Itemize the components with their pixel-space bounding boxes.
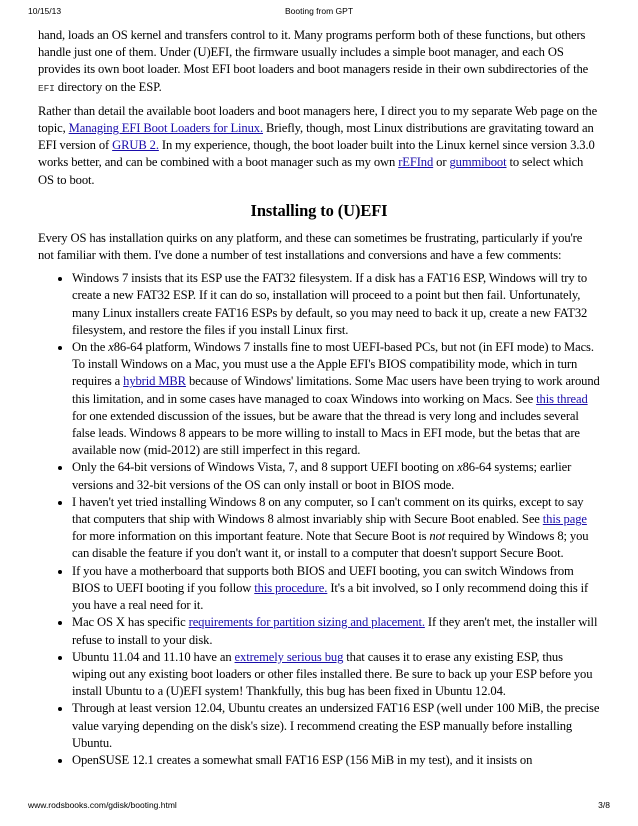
print-header (0, 6, 638, 20)
link-partition-requirements[interactable]: requirements for partition sizing and placement. (188, 615, 425, 630)
link-managing-efi-boot-loaders[interactable]: Managing EFI Boot Loaders for Linux. (68, 121, 263, 136)
list-item: • OpenSUSE 12.1 creates a somewhat small FAT16 ESP (156 MiB in my test), and it insists on (72, 752, 600, 769)
paragraph-boot-loaders: hand, loads an OS kernel and transfers control to it. Many programs perform both of these functions, but others handle just one of them. Under (U)EFI, the firmware usually includes a simple boot manager, and each OS provides its own boot loader. Most EFI boot loaders and boot managers reside in their own subdirectories of the EFI directory on the ESP. (38, 28, 589, 94)
page-number: 3/8 (598, 800, 610, 810)
article-body (38, 27, 600, 769)
efi-directory-code: EFI (38, 82, 55, 94)
list-item: • On the x86-64 platform, Windows 7 installs fine to most UEFI-based PCs, but not (in EFI mode) to Macs. To install Windows on a Mac, you must use a the Apple EFI's BIOS compatibility mode, which in turn requires a hybrid MBR because of Windows' limitations. Some Mac users have been trying to work around this limitation, and in some cases have managed to coax Windows into working on Macs. See this thread for one extended discussion of the issues, but be aware that the thread is very long and includes several false leads. Windows 8 appears to be more willing to install to Macs in EFI mode, but the betas that are available now (mid-2012) are still imperfect in this regard. (72, 339, 600, 459)
list-item: • Only the 64-bit versions of Windows Vista, 7, and 8 support UEFI booting on x86-64 systems; earlier versions and 32-bit versions of the OS can only install or boot in BIOS mode. (72, 459, 600, 493)
quirks-list (38, 270, 600, 769)
link-gummiboot[interactable]: gummiboot (449, 155, 507, 170)
print-footer (0, 800, 638, 814)
print-page-title: Booting from GPT (284, 6, 354, 16)
list-item: • Mac OS X has specific requirements for partition sizing and placement. If they aren't met, the installer will refuse to install to your disk. (72, 614, 600, 648)
link-extremely-serious-bug[interactable]: extremely serious bug (234, 649, 344, 664)
list-item: • I haven't yet tried installing Windows 8 on any computer, so I can't comment on its quirks, except to say that computers that ship with Windows 8 almost invariably ship with Secure Boot enabled. See this page for more information on this important feature. Note that Secure Boot is not required by Windows 8; you can disable the feature if you don't want it, or install to a computer that doesn't support Secure Boot. (72, 494, 600, 563)
link-grub2[interactable]: GRUB 2. (112, 138, 159, 153)
link-hybrid-mbr[interactable]: hybrid MBR (123, 374, 186, 389)
paragraph-installation-quirks: Every OS has installation quirks on any platform, and these can sometimes be frustrating, particularly if you're not familiar with them. I've done a number of test installations and conversions and have a few comments: (38, 230, 583, 263)
list-item: • Ubuntu 11.04 and 11.10 have an extremely serious bug that causes it to erase any existing ESP, thus wiping out any existing boot loaders or other files installed there. Be sure to back up your ESP before you install Ubuntu to a (U)EFI system! Thankfully, this bug has been fixed in Ubuntu 12.04. (72, 649, 600, 701)
print-url: www.rodsbooks.com/gdisk/booting.html (28, 800, 177, 810)
section-heading: Installing to (U)EFI (250, 200, 388, 220)
paragraph-boot-managers: Rather than detail the available boot loaders and boot managers here, I direct you to my separate Web page on the topic, Managing EFI Boot Loaders for Linux. Briefly, though, most Linux distributions are gravitating toward an EFI version of GRUB 2. In my experience, though, the boot loader built into the Linux kernel since version 3.3.0 works better, and can be combined with a boot manager such as my own rEFInd or gummiboot to select which OS to boot. (38, 103, 598, 187)
list-item: • If you have a motherboard that supports both BIOS and UEFI booting, you can switch Windows from BIOS to UEFI booting if you follow this procedure. It's a bit involved, so I only recommend doing this if you have a real need for it. (72, 563, 600, 615)
list-item: • Windows 7 insists that its ESP use the FAT32 filesystem. If a disk has a FAT16 ESP, Windows will try to create a new FAT32 ESP. If it can do so, installation will proceed to a point but then fail. Unfortunately, many Linux installers create FAT16 ESPs by default, so you may need to back it up, create a new FAT32 filesystem, and restore the files if you install Linux first. (72, 270, 600, 339)
link-this-page[interactable]: this page (542, 512, 587, 527)
list-item: • Through at least version 12.04, Ubuntu creates an undersized FAT16 ESP (well under 100 MiB, the precise value varying depending on the disk's size). I recommend creating the ESP manually before installing Ubuntu. (72, 700, 600, 752)
link-refind[interactable]: rEFInd (398, 155, 434, 170)
link-this-thread[interactable]: this thread (536, 391, 588, 406)
link-this-procedure[interactable]: this procedure. (254, 580, 328, 595)
print-date: 10/15/13 (28, 6, 62, 16)
